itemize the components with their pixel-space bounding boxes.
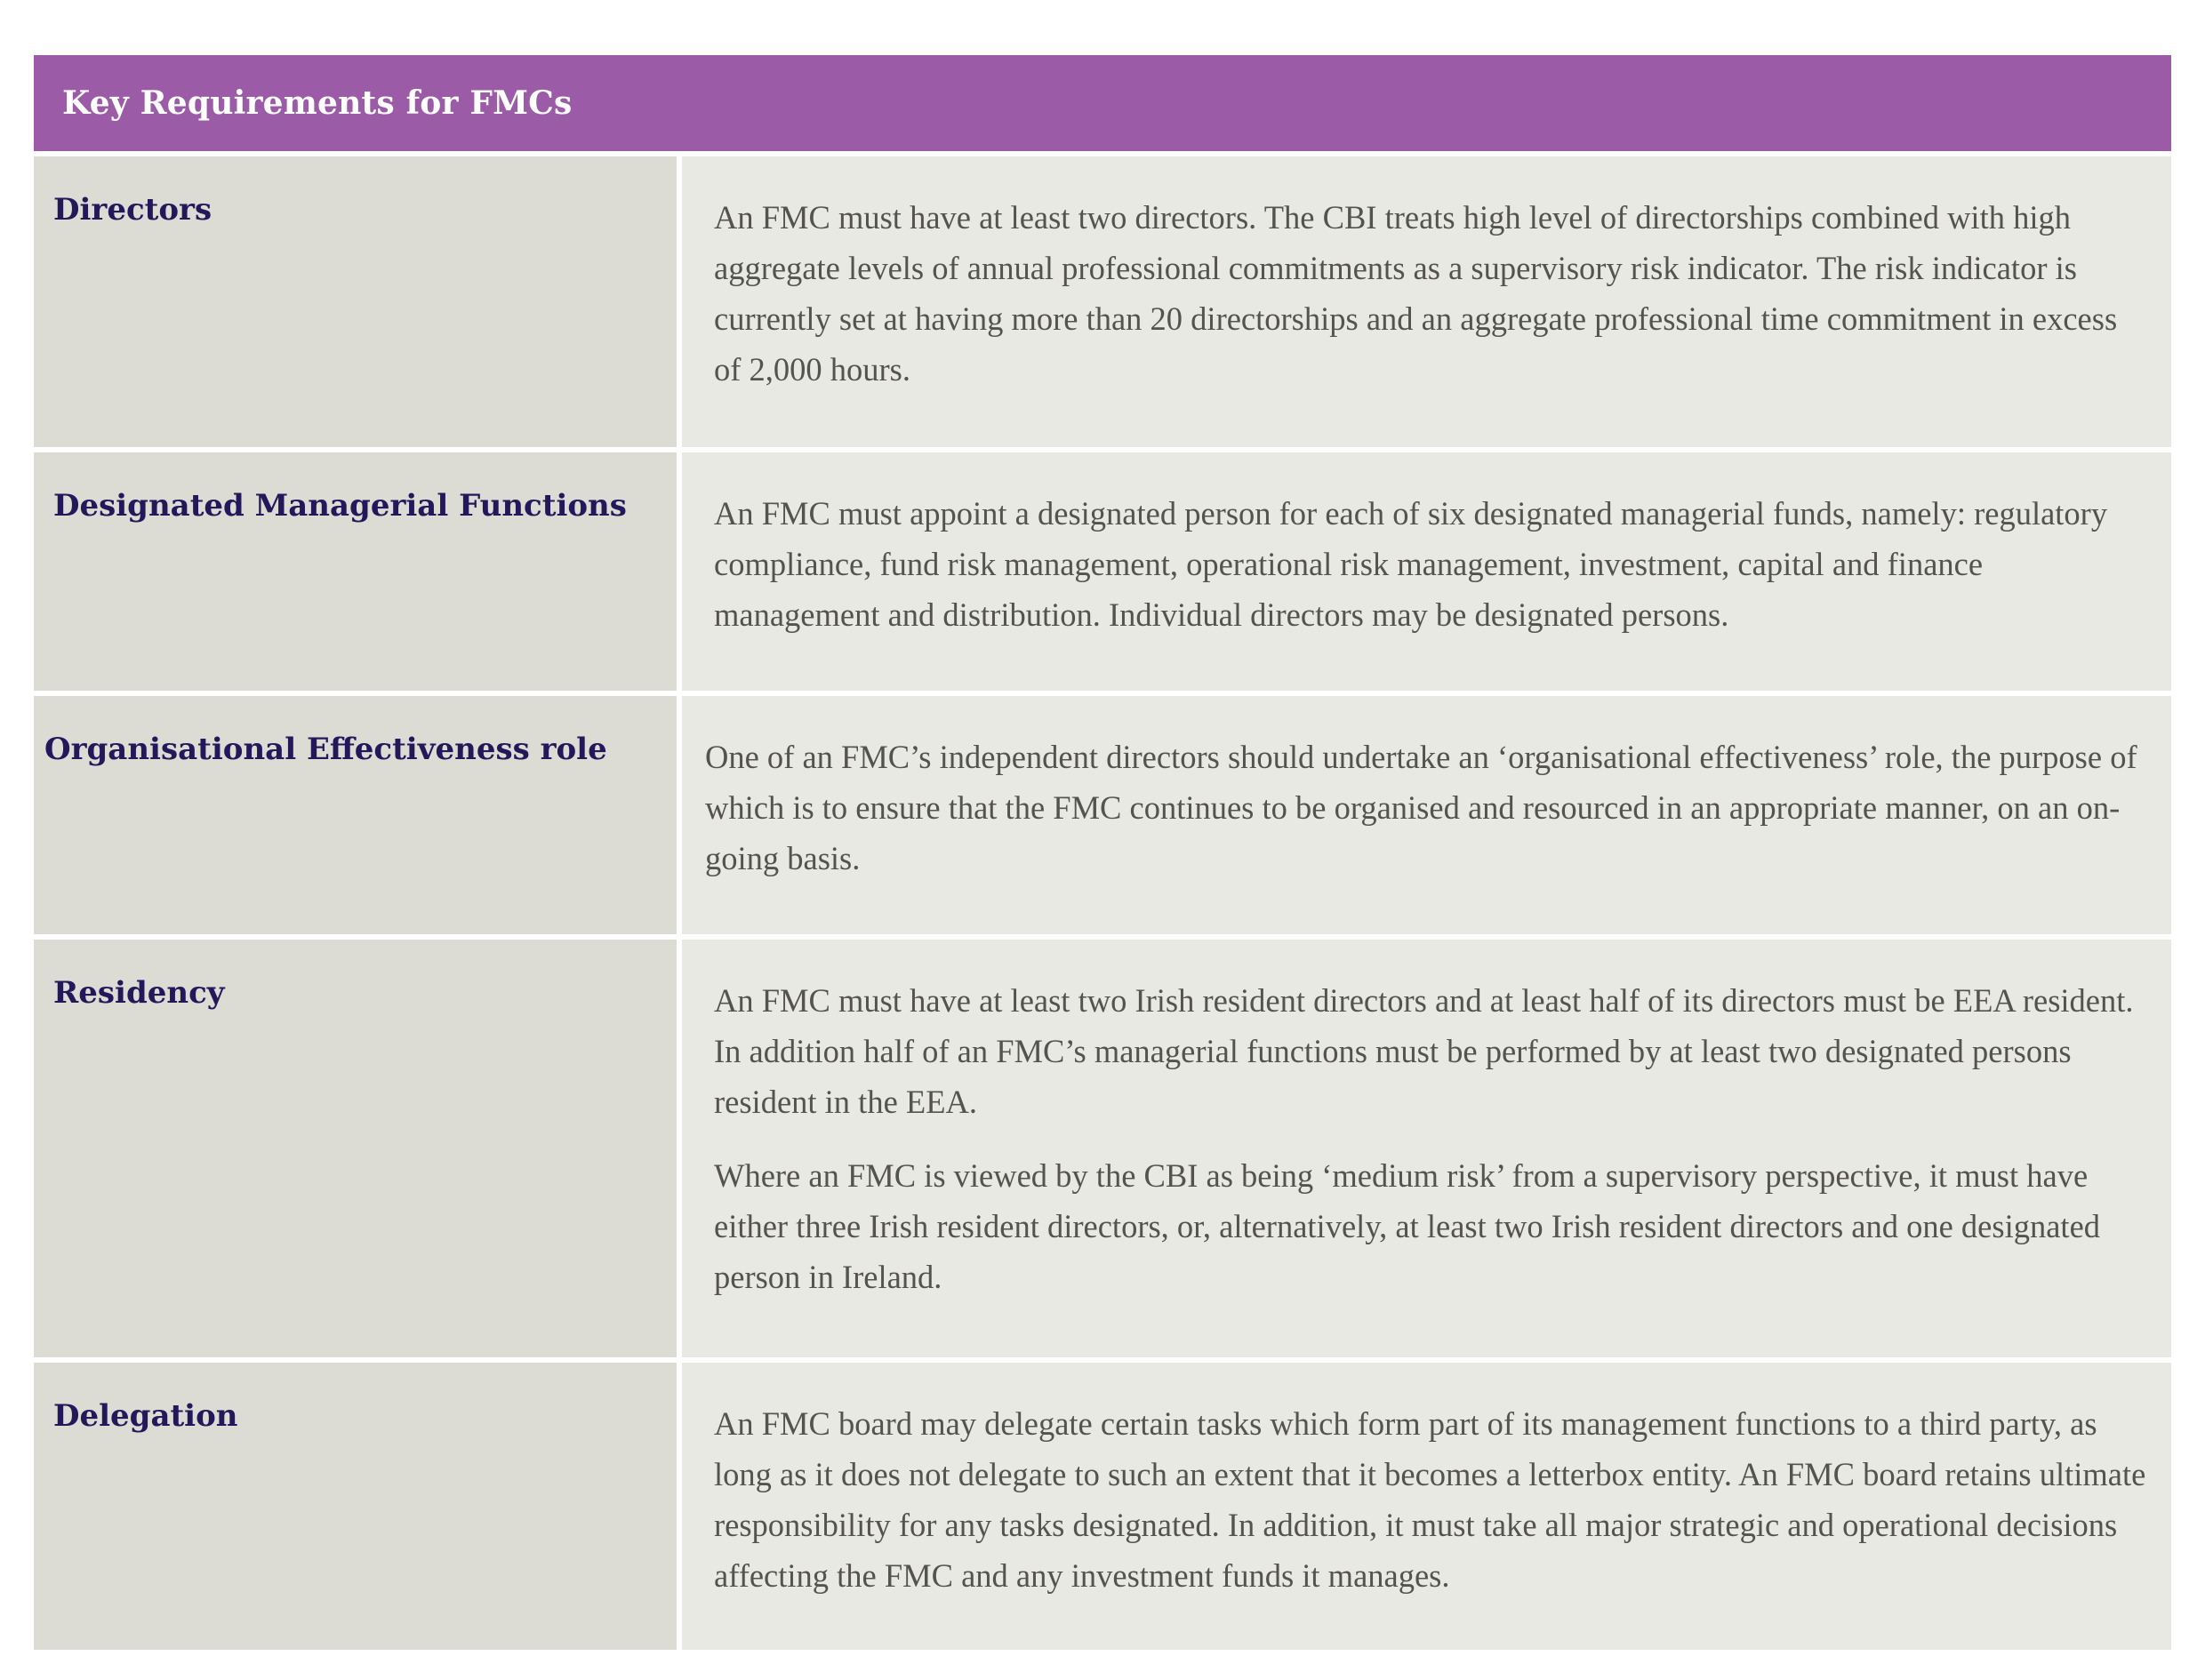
row-label: Directors [53,192,212,228]
table-row-designated-managerial-functions [34,452,2171,691]
row-label-cell [34,452,677,691]
row-content-cell [682,452,2171,691]
row-paragraph: An FMC board may delegate certain tasks which form part of its management functions to a third party, as long as it does not delegate to such an extent that it becomes a letterbox entity. An FMC board retains ultimate responsibility for any tasks designated. In addition, it must take all major strategic and operational decisions affecting the FMC and any investment funds it manages. [714,1405,2146,1594]
row-content-cell [682,1363,2171,1650]
row-paragraph: Where an FMC is viewed by the CBI as being ‘medium risk’ from a supervisory perspective, it must have either three Irish resident directors, or, alternatively, at least two Irish resident directors and one designated person in Ireland. [714,1157,2101,1295]
row-label: Organisational Effectiveness role [44,732,607,767]
table-row-organisational-effectiveness [34,696,2171,934]
table-header [34,55,2171,151]
row-label: Delegation [53,1398,238,1434]
row-label: Designated Managerial Functions [53,488,627,524]
table-row-residency [34,940,2171,1357]
row-paragraph: One of an FMC’s independent directors should undertake an ‘organisational effectiveness’ role, the purpose of which is to ensure that the FMC continues to be organised and resourced in an appropriate manner, on an on-going basis. [705,739,2137,876]
row-paragraph: An FMC must have at least two directors. The CBI treats high level of directorships combined with high aggregate levels of annual professional commitments as a supervisory risk indicator. The risk indicator is currently set at having more than 20 directorships and an aggregate professional time commitment in excess of 2,000 hours. [714,199,2118,388]
requirements-table [34,55,2171,1650]
row-label-cell [34,940,677,1357]
row-label-cell [34,156,677,447]
row-label: Residency [53,975,225,1011]
row-content-cell [682,156,2171,447]
row-label-cell [34,696,677,934]
row-paragraph: An FMC must appoint a designated person for each of six designated managerial funds, namely: regulatory compliance, fund risk management, operational risk management, investment, capital and finance management and distribution. Individual directors may be designated persons. [714,495,2108,633]
row-label-cell [34,1363,677,1650]
row-content-cell [682,696,2171,934]
row-paragraph: An FMC must have at least two Irish resident directors and at least half of its directors must be EEA resident. In addition half of an FMC’s managerial functions must be performed by at least two designated persons resident in the EEA. [714,982,2134,1120]
row-content-cell [682,940,2171,1357]
table-row-directors [34,156,2171,447]
table-title: Key Requirements for FMCs [62,84,573,122]
table-row-delegation [34,1363,2171,1650]
